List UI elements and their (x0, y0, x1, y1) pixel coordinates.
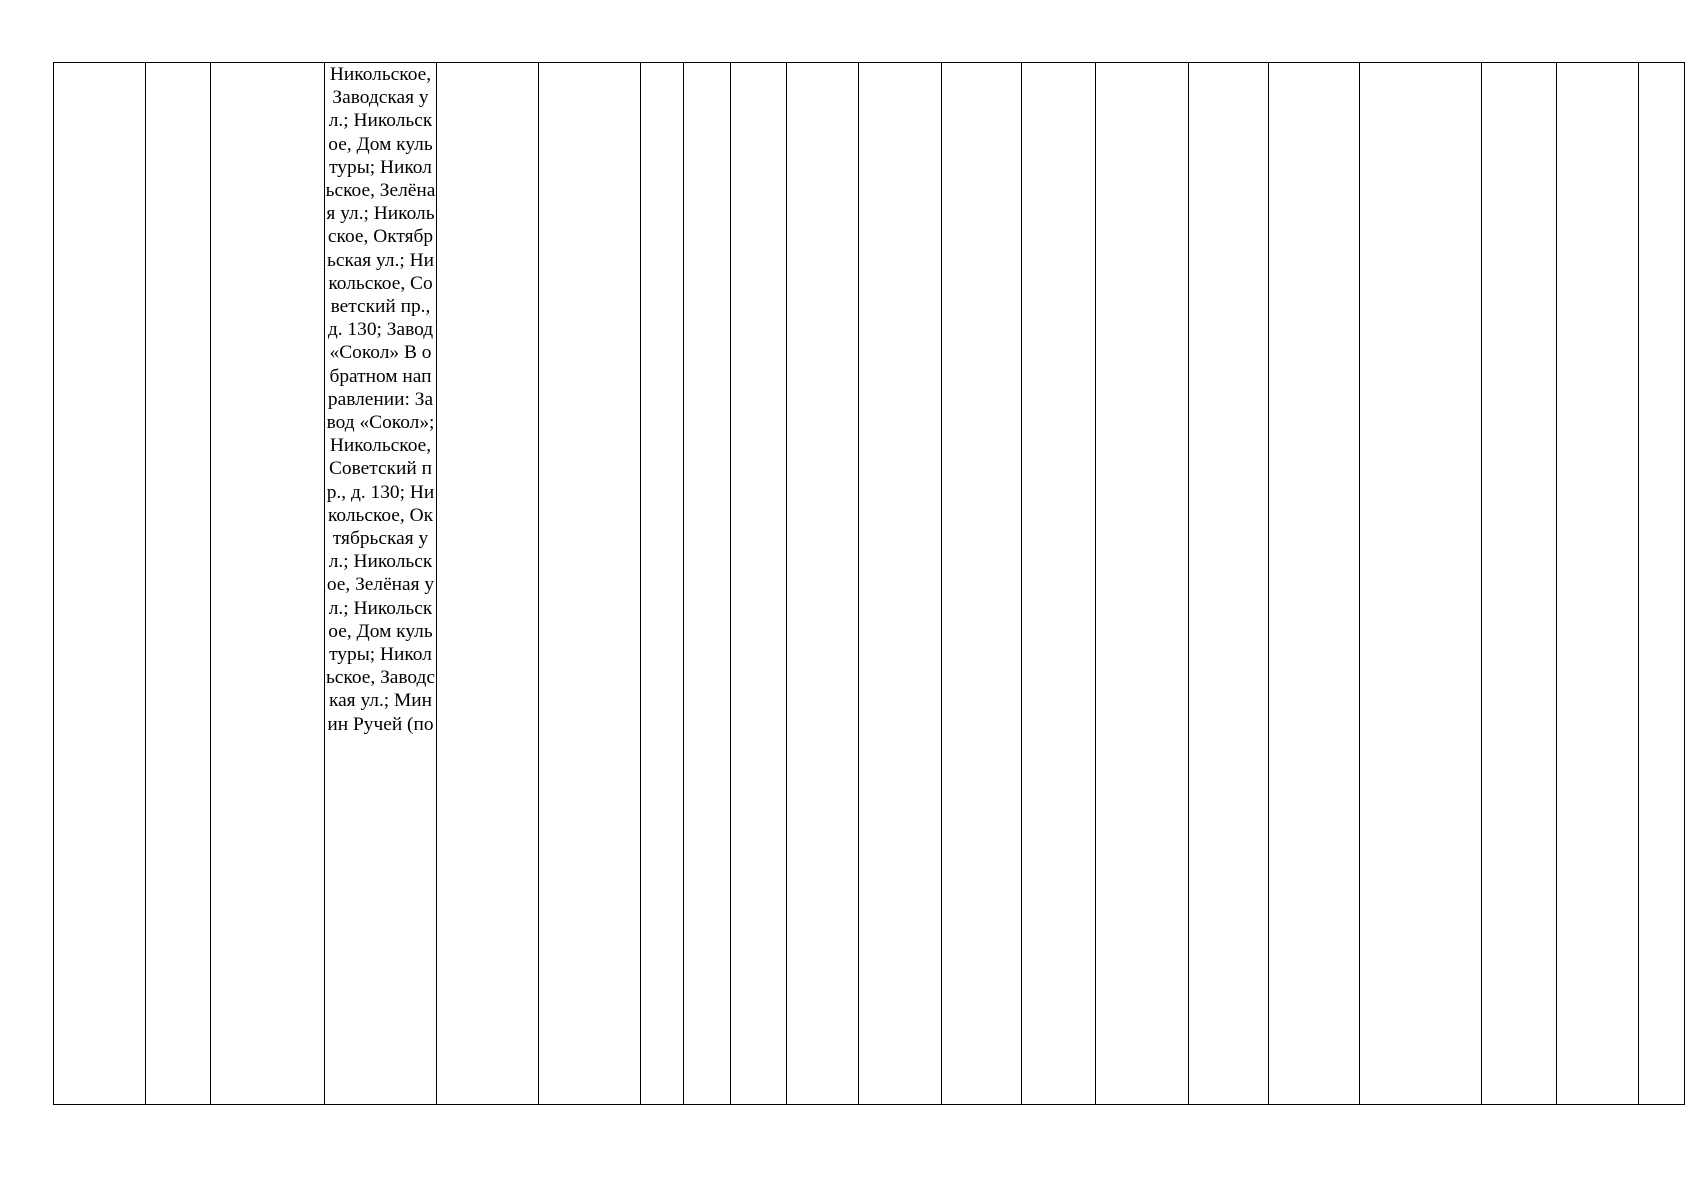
table-cell-empty (1189, 63, 1269, 1105)
route-stops-text: Никольское, Заводская ул.; Никольское, Дом культуры; Никольское, Зелёная ул.; Никольское, Октябрьская ул.; Никольское, Советский пр., д. 130; Завод «Сокол» В обратном направлении: Завод «Сокол»; Никольское, Советский пр., д. 130; Никольское, Октябрьская ул.; Никольское, Зелёная ул.; Никольское, Дом культуры; Никольское, Заводская ул.; Минин Ручей (по (325, 64, 436, 735)
table-cell-empty (437, 63, 539, 1105)
table-cell-empty (684, 63, 731, 1105)
table-cell-empty (1639, 63, 1685, 1105)
table-cell-empty (787, 63, 859, 1105)
table-cell-empty (54, 63, 146, 1105)
table-cell-empty (1022, 63, 1096, 1105)
table-cell-empty (1269, 63, 1360, 1105)
table-cell-empty (731, 63, 787, 1105)
table-cell-empty (1557, 63, 1639, 1105)
table-cell-empty (1482, 63, 1557, 1105)
route-stops-cell (325, 63, 437, 1105)
table-cell-empty (539, 63, 641, 1105)
table-cell-empty (641, 63, 684, 1105)
table-row (54, 63, 1685, 1105)
table-cell-empty (211, 63, 325, 1105)
table-cell-empty (146, 63, 211, 1105)
table-cell-empty (1096, 63, 1189, 1105)
route-table (53, 62, 1685, 1105)
table-cell-empty (859, 63, 942, 1105)
table-cell-empty (942, 63, 1022, 1105)
table-cell-empty (1360, 63, 1482, 1105)
